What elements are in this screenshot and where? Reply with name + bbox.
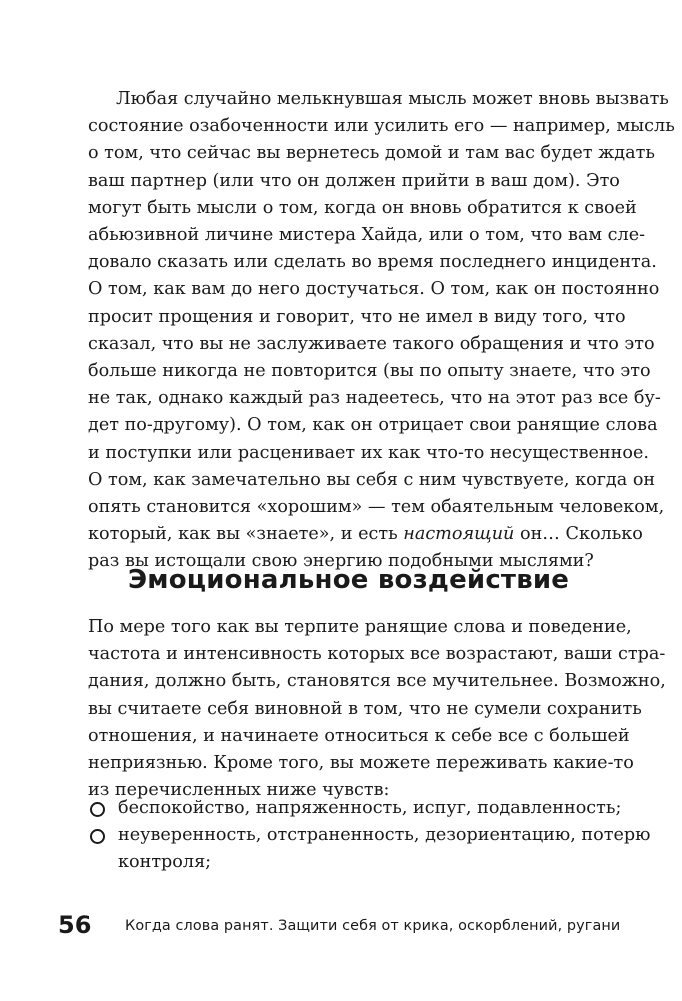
running-footer-title: Когда слова ранят. Защити себя от крика, оскорблений, ругани	[125, 918, 621, 934]
text-line: могут быть мысли о том, когда он вновь обратится к своей	[88, 197, 637, 218]
text-line: О том, как вам до него достучаться. О том, как он постоянно	[88, 279, 660, 300]
emphasis-word: настоящий	[403, 524, 515, 545]
text-line: О том, как замечательно вы себя с ним чувствуете, когда он	[88, 469, 656, 490]
list-item-text: неуверенность, отстраненность, дезориентацию, потерю	[118, 825, 651, 846]
text-line: По мере того как вы терпите ранящие слова и поведение,	[88, 617, 632, 637]
text-line: не так, однако каждый раз надеетесь, что на этот раз все бу-	[88, 388, 661, 409]
page-number: 56	[58, 911, 92, 939]
text-line: дания, должно быть, становятся все мучительнее. Возможно,	[88, 671, 666, 692]
text-line: ваш партнер (или что он должен прийти в ваш дом). Это	[88, 170, 620, 191]
circle-bullet-icon	[90, 802, 105, 817]
text-line: опять становится «хорошим» — тем обаятельным человеком,	[88, 497, 665, 518]
text-line: о том, что сейчас вы вернетесь домой и там вас будет ждать	[88, 143, 655, 164]
text-line-with-emphasis	[88, 521, 643, 548]
list-item	[88, 822, 651, 876]
list-item-text: контроля;	[118, 852, 212, 873]
text-line: сказал, что вы не заслуживаете такого обращения и что это	[88, 333, 655, 354]
paragraph-intrusive-thoughts	[88, 86, 675, 576]
text-line: частота и интенсивность которых все возрастают, ваши стра-	[88, 644, 666, 665]
text-line: вы считаете себя виновной в том, что не сумели сохранить	[88, 698, 642, 719]
text-line: из перечисленных ниже чувств:	[88, 780, 390, 801]
text-line: отношения, и начинаете относиться к себе все с большей	[88, 725, 630, 746]
feelings-list	[88, 795, 651, 877]
text-line: довало сказать или сделать во время последнего инцидента.	[88, 252, 657, 273]
text-line: раз вы истощали свою энергию подобными мыслями?	[88, 551, 594, 572]
text-line: абьюзивной личине мистера Хайда, или о том, что вам сле-	[88, 225, 646, 246]
paragraph-emotional-impact	[88, 614, 666, 804]
text-line: просит прощения и говорит, что не имел в виду того, что	[88, 306, 626, 327]
text-line: Любая случайно мелькнувшая мысль может вновь вызвать	[116, 89, 669, 109]
circle-bullet-icon	[90, 829, 105, 844]
text-line: неприязнью. Кроме того, вы можете переживать какие-то	[88, 753, 634, 774]
text-fragment: он… Сколько	[514, 524, 643, 545]
list-item	[88, 795, 622, 822]
section-heading: Эмоциональное воздействие	[128, 565, 570, 595]
text-line: больше никогда не повторится (вы по опыту знаете, что это	[88, 361, 651, 382]
text-line: состояние озабоченности или усилить его — например, мысль	[88, 116, 675, 137]
text-fragment: который, как вы «знаете», и есть	[88, 524, 404, 545]
list-item-text: беспокойство, напряженность, испуг, подавленность;	[118, 798, 622, 818]
text-line: и поступки или расценивает их как что-то несущественное.	[88, 442, 649, 463]
text-line: дет по-другому). О том, как он отрицает свои ранящие слова	[88, 415, 658, 436]
